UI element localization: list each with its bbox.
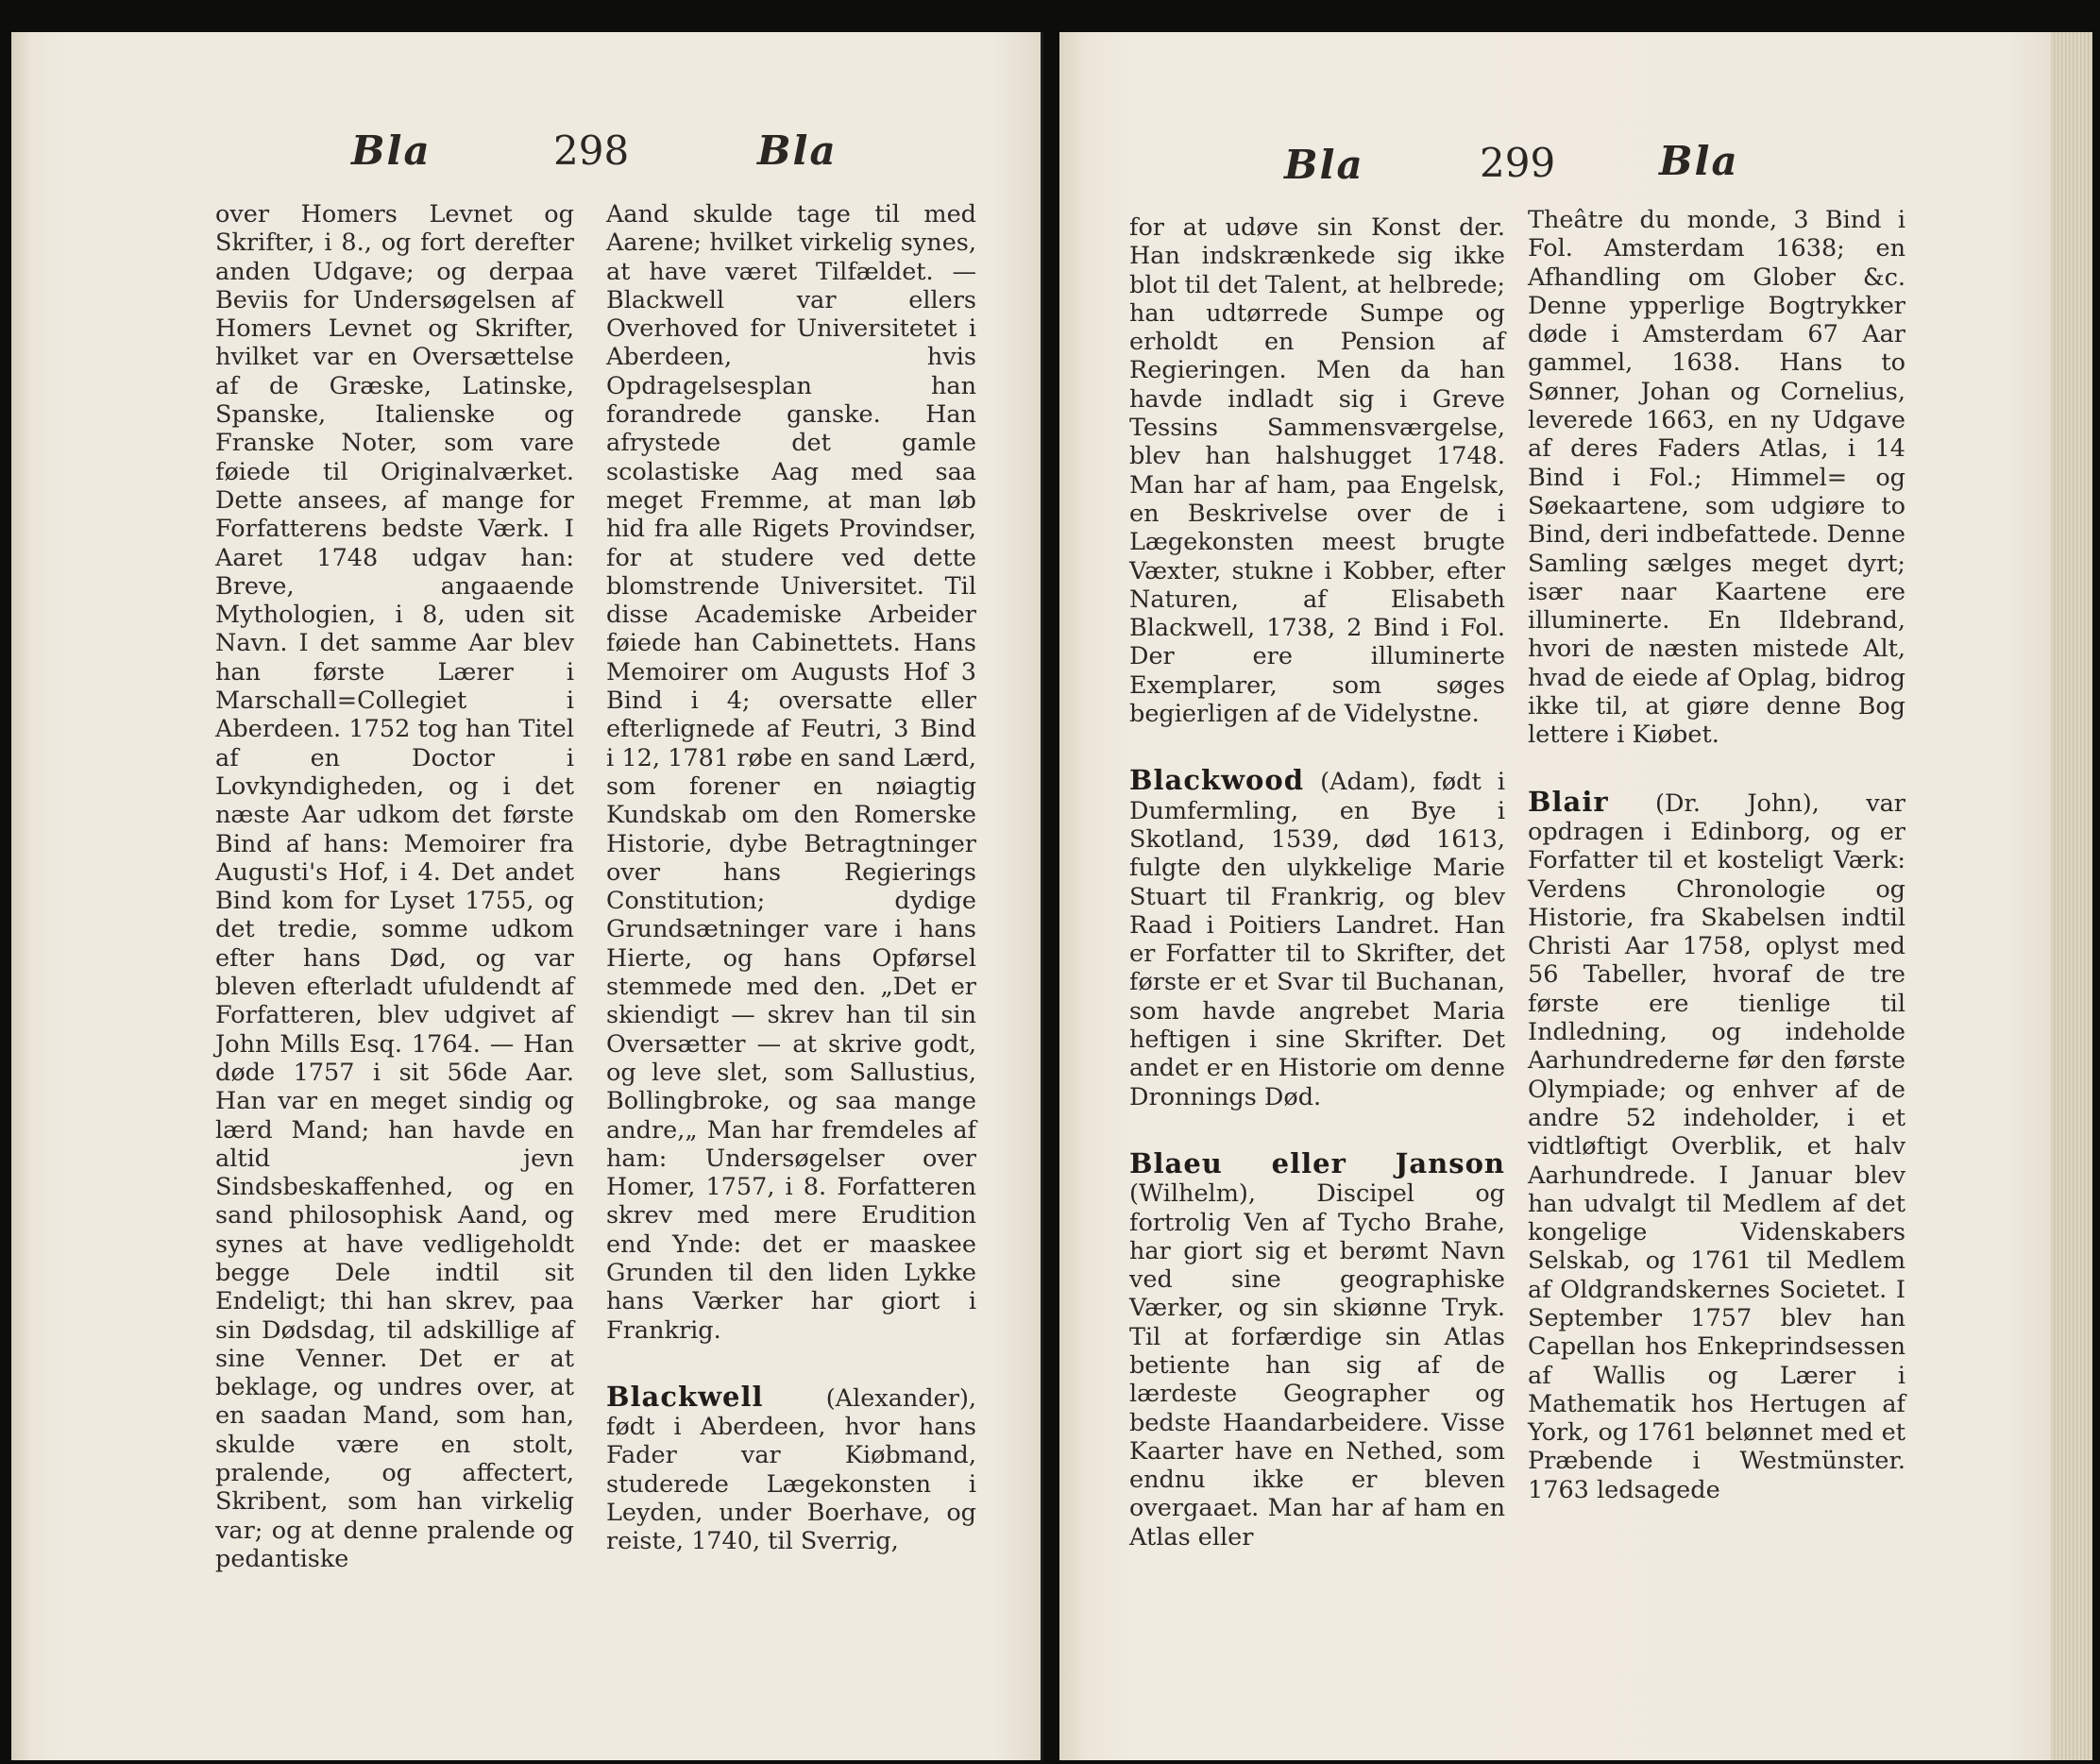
entry-blackwell-head: Blackwell bbox=[606, 1380, 764, 1413]
entry-blair-head: Blair bbox=[1528, 785, 1609, 818]
left-header-guide-word-left: Bla bbox=[351, 127, 432, 174]
left-page-header bbox=[11, 113, 1043, 189]
right-page-column-1 bbox=[1129, 213, 1505, 1552]
left-page-column-2 bbox=[606, 200, 976, 1556]
entry-blair bbox=[1528, 785, 1905, 1504]
right-col2-text: Theâtre du monde, 3 Bind i Fol. Amsterdam 1638; en Afhandling om Glober &c. Denne ypperlige Bogtrykker døde i Amsterdam 67 Aar gammel, 1638. Hans to Sønner, Johan og Cornelius, leverede 1663, en ny Udgave af deres Faders Atlas, i 14 Bind i Fol.; Himmel= og Søekaartene, som udgiøre to Bind, deri indbefattede. Denne Samling sælges meget dyrt; især naar Kaartene ere illuminerte. En Ildebrand, hvori de næsten mistede Alt, hvad de eiede af Oplag, bidrog ikke til, at giøre denne Bog lettere i Kiøbet. bbox=[1528, 206, 1905, 750]
right-col1-text: for at udøve sin Konst der. Han indskrænkede sig ikke blot til det Talent, at helbrede; han udtørrede Sumpe og erholdt en Pension af Regieringen. Men da han havde indladt sig i Greve Tessins Sammensværgelse, blev han halshugget 1748. Man har af ham, paa Engelsk, en Beskrivelse over de i Lægekonsten meest brugte Væxter, stukne i Kobber, efter Naturen, af Elisabeth Blackwell, 1738, 2 Bind i Fol. Der ere illuminerte Exemplarer, som søges begierligen af de Videlystne. bbox=[1129, 213, 1505, 729]
entry-blaeu-text: (Wilhelm), Discipel og fortrolig Ven af Tycho Brahe, har giort sig et berømt Navn ved sine geographiske Værker, og sin skiønne Tryk. Til at forfærdige sin Atlas betiente han sig af de lærdeste Geographer og bedste Haandarbeidere. Visse Kaarter have en Nethed, som endnu ikke er bleven overgaaet. Man har af ham en Atlas eller bbox=[1129, 1179, 1505, 1552]
right-page-header bbox=[1059, 113, 2051, 189]
entry-blair-text: (Dr. John), var opdragen i Edinborg, og er Forfatter til et kosteligt Værk: Verdens Chronologie og Historie, fra Skabelsen indtil Christi Aar 1758, oplyst med 56 Tabeller, hvoraf de tre første ere tienlige til Indledning, og indeholde Aarhundrederne før den første Olympiade; og enhver af de andre 52 indeholder, i et vidtløftigt Overblik, et halv Aarhundrede. I Januar blev han udvalgt til Medlem af det kongelige Videnskabers Selskab, og 1761 til Medlem af Oldgrandskernes Societet. I September 1757 blev han Capellan hos Enkeprindsessen af Wallis og Lærer i Mathematik hos Hertugen af York, og 1761 belønnet med et Præbende i Westmünster. 1763 ledsagede bbox=[1528, 789, 1905, 1504]
entry-blackwell bbox=[606, 1382, 976, 1556]
entry-blackwood bbox=[1129, 766, 1505, 1111]
left-page-column-1 bbox=[215, 200, 574, 1573]
left-header-guide-word-right: Bla bbox=[757, 127, 838, 174]
left-col1-text: over Homers Levnet og Skrifter, i 8., og fort derefter anden Udgave; og derpaa Beviis for Undersøgelsen af Homers Levnet og Skrifter, hvilket var en Oversættelse af de Græske, Latinske, Spanske, Italienske og Franske Noter, som vare føiede til Originalværket. Dette ansees, af mange for Forfatterens bedste Værk. I Aaret 1748 udgav han: Breve, angaaende Mythologien, i 8, uden sit Navn. I det samme Aar blev han første Lærer i Marschall=Collegiet i Aberdeen. 1752 tog han Titel af en Doctor i Lovkyndigheden, og i det næste Aar udkom det første Bind af hans: Memoirer fra Augusti's Hof, i 4. Det andet Bind kom for Lyset 1755, og det tredie, somme udkom efter hans Død, og var bleven efterladt ufuldendt af Forfatteren, blev udgivet af John Mills Esq. 1764. — Han døde 1757 i sit 56de Aar. Han var en meget sindig og lærd Mand; han havde en altid jevn Sindsbeskaffenhed, og en sand philosophisk Aand, og synes at have vedligeholdt begge Dele indtil sit Endeligt; thi han skrev, paa sin Dødsdag, til adskillige af sine Venner. Det er at beklage, og undres over, at en saadan Mand, som han, skulde være en stolt, pralende, og affectert, Skribent, som han virkelig var; og at denne pralende og pedantiske bbox=[215, 200, 574, 1573]
entry-blaeu-head: Blaeu eller Janson bbox=[1129, 1146, 1505, 1179]
right-page-column-2 bbox=[1528, 206, 1905, 1504]
right-header-guide-word-left: Bla bbox=[1284, 142, 1364, 188]
left-col2-text: Aand skulde tage til med Aarene; hvilket virkelig synes, at have været Tilfældet. — Blackwell var ellers Overhoved for Universitetet i Aberdeen, hvis Opdragelsesplan han forandrede ganske. Han afrystede det gamle scolastiske Aag med saa meget Fremme, at man løb hid fra alle Rigets Provindser, for at studere ved dette blomstrende Universitet. Til disse Academiske Arbeider føiede han Cabinettets. Hans Memoirer om Augusts Hof 3 Bind i 4; oversatte eller efterlignede af Feutri, 3 Bind i 12, 1781 røbe en sand Lærd, som forener en nøiagtig Kundskab om den Romerske Historie, dybe Betragtninger over hans Regierings Constitution; dydige Grundsætninger vare i hans Hierte, og hans Opførsel stemmede med den. „Det er skiendigt — skrev han til sin Oversætter — at skrive godt, og leve slet, som Sallustius, Bollingbroke, og saa mange andre,„ Man har fremdeles af ham: Undersøgelser over Homer, 1757, i 8. Forfatteren skrev med mere Erudition end Ynde: det er maaskee Grunden til den liden Lykke hans Værker har giort i Frankrig. bbox=[606, 200, 976, 1345]
right-header-guide-word-right: Bla bbox=[1659, 138, 1739, 184]
left-page-number: 298 bbox=[553, 127, 630, 174]
entry-blackwood-text: (Adam), født i Dumfermling, en Bye i Skotland, 1539, død 1613, fulgte den ulykkelige Marie Stuart til Frankrig, og blev Raad i Poitiers Landret. Han er Forfatter til to Skrifter, det første er et Svar til Buchanan, som havde angrebet Maria heftigen i sine Skrifter. Det andet er en Historie om denne Dronnings Død. bbox=[1129, 768, 1505, 1111]
page-edge-stack bbox=[2051, 32, 2092, 1760]
entry-blaeu bbox=[1129, 1146, 1505, 1552]
entry-blackwell-text: (Alexander), født i Aberdeen, hvor hans Fader var Kiøbmand, studerede Lægekonsten i Leyden, under Boerhave, og reiste, 1740, til Sverrig, bbox=[606, 1383, 976, 1556]
right-page-number: 299 bbox=[1480, 140, 1556, 186]
entry-blackwood-head: Blackwood bbox=[1129, 764, 1304, 797]
